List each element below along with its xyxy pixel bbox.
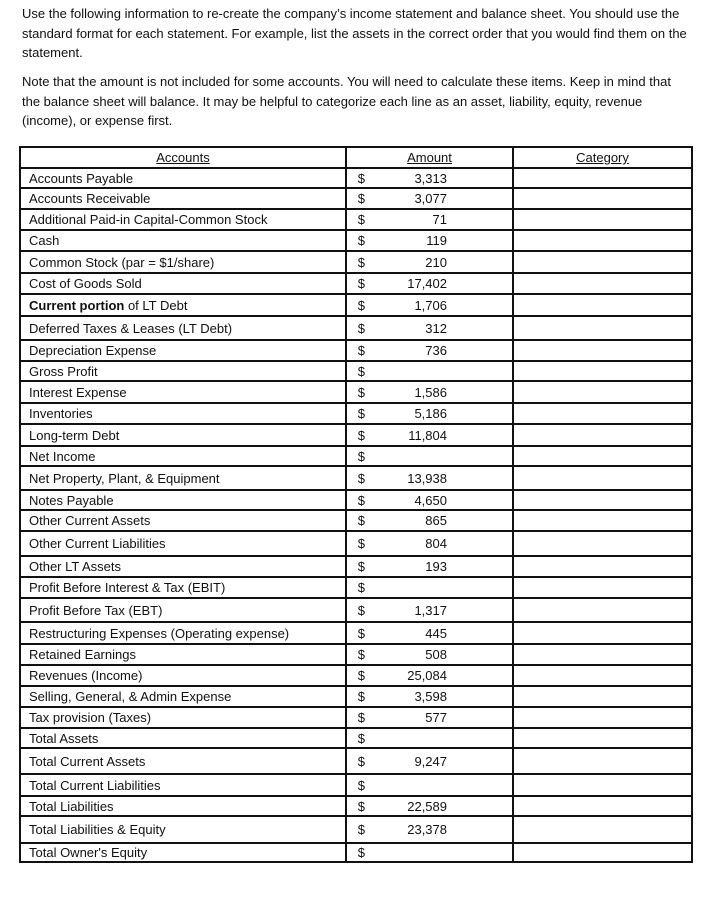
account-cell — [20, 168, 346, 188]
account-cell — [20, 403, 346, 424]
amount-cell — [346, 466, 513, 490]
amount-cell — [346, 424, 513, 446]
account-cell — [20, 531, 346, 556]
amount-cell — [346, 230, 513, 251]
amount-value: 11,804 — [408, 427, 447, 443]
account-cell — [20, 466, 346, 490]
account-name: Accounts Receivable — [29, 191, 151, 206]
category-cell[interactable] — [513, 665, 692, 686]
table-row — [20, 707, 692, 728]
table-row — [20, 665, 692, 686]
table-row — [20, 686, 692, 707]
table-row — [20, 230, 692, 251]
table-row — [20, 577, 692, 598]
account-cell — [20, 340, 346, 361]
table-row — [20, 510, 692, 531]
dollar-sign: $ — [357, 798, 365, 814]
amount-cell — [346, 381, 513, 403]
account-cell — [20, 707, 346, 728]
amount-cell — [346, 294, 513, 316]
account-cell — [20, 446, 346, 466]
table-row — [20, 644, 692, 665]
dollar-sign: $ — [357, 427, 365, 443]
amount-cell — [346, 403, 513, 424]
amount-value: 210 — [425, 254, 447, 270]
amount-cell — [346, 251, 513, 273]
table-row — [20, 209, 692, 230]
header-amount: Amount — [346, 147, 513, 168]
account-name: Additional Paid-in Capital-Common Stock — [29, 212, 268, 227]
dollar-sign: $ — [357, 492, 365, 508]
table-row — [20, 748, 692, 774]
category-cell[interactable] — [513, 340, 692, 361]
account-cell — [20, 644, 346, 665]
account-cell — [20, 577, 346, 598]
amount-value: 193 — [425, 559, 447, 574]
account-name: Restructuring Expenses (Operating expense) — [29, 625, 290, 641]
amount-value: 1,706 — [414, 297, 447, 313]
account-cell — [20, 556, 346, 577]
category-cell[interactable] — [513, 816, 692, 843]
amount-value: 1,586 — [414, 384, 447, 400]
amount-cell — [346, 774, 513, 796]
amount-value: 508 — [425, 647, 447, 662]
dollar-sign: $ — [357, 363, 365, 379]
accounts-table — [19, 146, 693, 863]
account-name: Tax provision (Taxes) — [29, 710, 152, 725]
dollar-sign: $ — [357, 647, 365, 662]
account-name: Accounts Payable — [29, 170, 134, 186]
account-name: Total Assets — [29, 730, 99, 746]
category-cell[interactable] — [513, 316, 692, 340]
category-cell[interactable] — [513, 230, 692, 251]
dollar-sign: $ — [357, 689, 365, 704]
instructions-paragraph-2: Note that the amount is not included for some accounts. You will need to calculate these items. Keep in mind that the balance sheet will balance. It may be helpful to categorize each line as an asset, liability, equity, revenue (income), or expense first. — [22, 74, 671, 128]
amount-cell — [346, 622, 513, 644]
account-cell — [20, 209, 346, 230]
table-row — [20, 556, 692, 577]
amount-cell — [346, 446, 513, 466]
amount-value: 3,598 — [414, 689, 447, 704]
account-cell — [20, 361, 346, 381]
account-name: Revenues (Income) — [29, 668, 143, 683]
account-cell — [20, 490, 346, 510]
category-cell[interactable] — [513, 748, 692, 774]
account-cell — [20, 381, 346, 403]
account-cell — [20, 230, 346, 251]
header-category: Category — [513, 147, 692, 168]
dollar-sign: $ — [357, 602, 365, 618]
dollar-sign: $ — [357, 730, 365, 746]
amount-cell — [346, 510, 513, 531]
amount-cell — [346, 665, 513, 686]
account-name: Total Liabilities — [29, 798, 114, 814]
table-row — [20, 316, 692, 340]
amount-cell — [346, 273, 513, 294]
account-cell — [20, 188, 346, 209]
amount-cell — [346, 556, 513, 577]
table-row — [20, 531, 692, 556]
dollar-sign: $ — [357, 513, 365, 528]
category-cell[interactable] — [513, 209, 692, 230]
account-name: Common Stock (par = $1/share) — [29, 254, 215, 270]
dollar-sign: $ — [357, 753, 365, 769]
table-row — [20, 403, 692, 424]
account-name: Total Current Liabilities — [29, 777, 161, 793]
account-name: Notes Payable — [29, 492, 114, 508]
category-cell[interactable] — [513, 728, 692, 748]
account-cell — [20, 598, 346, 622]
account-cell — [20, 294, 346, 316]
amount-cell — [346, 316, 513, 340]
amount-value: 22,589 — [407, 798, 447, 814]
table-row — [20, 796, 692, 816]
dollar-sign: $ — [357, 448, 365, 464]
amount-value: 4,650 — [414, 492, 447, 508]
category-cell[interactable] — [513, 188, 692, 209]
dollar-sign: $ — [357, 777, 365, 793]
amount-value: 23,378 — [407, 822, 447, 837]
amount-cell — [346, 598, 513, 622]
amount-cell — [346, 748, 513, 774]
account-cell — [20, 665, 346, 686]
amount-value: 736 — [425, 343, 447, 358]
table-row — [20, 622, 692, 644]
category-cell[interactable] — [513, 294, 692, 316]
table-row — [20, 381, 692, 403]
table-row — [20, 340, 692, 361]
table-row — [20, 774, 692, 796]
amount-cell — [346, 168, 513, 188]
amount-cell — [346, 686, 513, 707]
account-name: Gross Profit — [29, 363, 98, 379]
account-cell — [20, 728, 346, 748]
amount-value: 13,938 — [407, 470, 447, 486]
category-cell[interactable] — [513, 707, 692, 728]
account-cell — [20, 622, 346, 644]
category-cell[interactable] — [513, 168, 692, 188]
amount-value: 3,313 — [414, 170, 447, 186]
account-cell — [20, 251, 346, 273]
category-cell[interactable] — [513, 774, 692, 796]
category-cell[interactable] — [513, 490, 692, 510]
amount-value: 312 — [425, 320, 447, 336]
dollar-sign: $ — [357, 254, 365, 270]
category-cell[interactable] — [513, 531, 692, 556]
dollar-sign: $ — [357, 845, 365, 860]
account-name: Long-term Debt — [29, 427, 120, 443]
account-name: Total Current Assets — [29, 753, 146, 769]
dollar-sign: $ — [357, 343, 365, 358]
account-name: Profit Before Tax (EBT) — [29, 602, 163, 618]
account-name: Retained Earnings — [29, 647, 136, 662]
amount-cell — [346, 644, 513, 665]
dollar-sign: $ — [357, 276, 365, 291]
dollar-sign: $ — [357, 710, 365, 725]
dollar-sign: $ — [357, 580, 365, 595]
account-name: Net Income — [29, 448, 96, 464]
category-cell[interactable] — [513, 686, 692, 707]
amount-value: 1,317 — [414, 602, 447, 618]
account-name: Other Current Assets — [29, 513, 151, 528]
dollar-sign: $ — [357, 233, 365, 248]
table-row — [20, 466, 692, 490]
account-name: Interest Expense — [29, 384, 127, 400]
table-row — [20, 446, 692, 466]
account-name: Profit Before Interest & Tax (EBIT) — [29, 580, 226, 595]
amount-value: 25,084 — [407, 668, 447, 683]
amount-cell — [346, 188, 513, 209]
account-name: of LT Debt — [124, 297, 188, 313]
account-name: Total Liabilities & Equity — [29, 822, 166, 837]
account-name: Net Property, Plant, & Equipment — [29, 470, 220, 486]
amount-cell — [346, 361, 513, 381]
account-name: Other LT Assets — [29, 559, 122, 574]
account-cell — [20, 686, 346, 707]
amount-value: 119 — [426, 233, 447, 248]
dollar-sign: $ — [357, 406, 365, 421]
account-cell — [20, 816, 346, 843]
dollar-sign: $ — [357, 536, 365, 551]
table-row — [20, 251, 692, 273]
amount-value: 3,077 — [414, 191, 447, 206]
category-cell[interactable] — [513, 361, 692, 381]
amount-cell — [346, 340, 513, 361]
category-cell[interactable] — [513, 622, 692, 644]
table-header-row — [20, 147, 692, 168]
table-row — [20, 168, 692, 188]
amount-value: 17,402 — [407, 276, 447, 291]
account-name: Total Owner's Equity — [29, 845, 148, 860]
account-cell — [20, 843, 346, 862]
instructions-paragraph-1: Use the following information to re-create the company’s income statement and balance sheet. You should use the standard format for each statement. For example, list the assets in the correct order that you would find them on the statement. — [22, 6, 687, 60]
dollar-sign: $ — [357, 170, 365, 186]
account-cell — [20, 273, 346, 294]
table-row — [20, 816, 692, 843]
amount-cell — [346, 796, 513, 816]
category-cell[interactable] — [513, 403, 692, 424]
account-name: Deferred Taxes & Leases (LT Debt) — [29, 320, 233, 336]
amount-value: 5,186 — [414, 406, 447, 421]
category-cell[interactable] — [513, 644, 692, 665]
account-name-bold: Current portion — [29, 297, 125, 313]
table-row — [20, 728, 692, 748]
category-cell[interactable] — [513, 598, 692, 622]
account-name: Inventories — [29, 406, 93, 421]
account-name: Cost of Goods Sold — [29, 276, 142, 291]
dollar-sign: $ — [357, 470, 365, 486]
category-cell[interactable] — [513, 577, 692, 598]
dollar-sign: $ — [357, 212, 365, 227]
account-name: Other Current Liabilities — [29, 536, 166, 551]
amount-cell — [346, 490, 513, 510]
amount-value: 71 — [432, 212, 447, 227]
amount-cell — [346, 728, 513, 748]
dollar-sign: $ — [357, 384, 365, 400]
dollar-sign: $ — [357, 191, 365, 206]
table-row — [20, 490, 692, 510]
amount-cell — [346, 577, 513, 598]
dollar-sign: $ — [357, 822, 365, 837]
amount-value: 445 — [425, 625, 447, 641]
amount-cell — [346, 707, 513, 728]
account-cell — [20, 774, 346, 796]
category-cell[interactable] — [513, 796, 692, 816]
table-row — [20, 188, 692, 209]
category-cell[interactable] — [513, 251, 692, 273]
amount-value: 865 — [425, 513, 447, 528]
category-cell[interactable] — [513, 556, 692, 577]
account-cell — [20, 316, 346, 340]
account-cell — [20, 424, 346, 446]
dollar-sign: $ — [357, 320, 365, 336]
amount-value: 804 — [425, 536, 447, 551]
category-cell[interactable] — [513, 424, 692, 446]
amount-cell — [346, 843, 513, 862]
amount-value: 9,247 — [414, 753, 447, 769]
account-cell — [20, 796, 346, 816]
category-cell[interactable] — [513, 466, 692, 490]
account-cell — [20, 748, 346, 774]
category-cell[interactable] — [513, 510, 692, 531]
header-accounts: Accounts — [20, 147, 346, 168]
table-row — [20, 361, 692, 381]
dollar-sign: $ — [357, 559, 365, 574]
account-name: Depreciation Expense — [29, 343, 157, 358]
amount-cell — [346, 209, 513, 230]
table-row — [20, 294, 692, 316]
category-cell[interactable] — [513, 446, 692, 466]
dollar-sign: $ — [357, 668, 365, 683]
table-row — [20, 273, 692, 294]
dollar-sign: $ — [357, 297, 365, 313]
amount-cell — [346, 816, 513, 843]
category-cell[interactable] — [513, 843, 692, 862]
table-row — [20, 843, 692, 862]
table-row — [20, 424, 692, 446]
category-cell[interactable] — [513, 273, 692, 294]
table-row — [20, 598, 692, 622]
account-name: Cash — [29, 233, 60, 248]
account-cell — [20, 510, 346, 531]
dollar-sign: $ — [357, 625, 365, 641]
amount-value: 577 — [425, 710, 447, 725]
category-cell[interactable] — [513, 381, 692, 403]
amount-cell — [346, 531, 513, 556]
account-name: Selling, General, & Admin Expense — [29, 689, 232, 704]
